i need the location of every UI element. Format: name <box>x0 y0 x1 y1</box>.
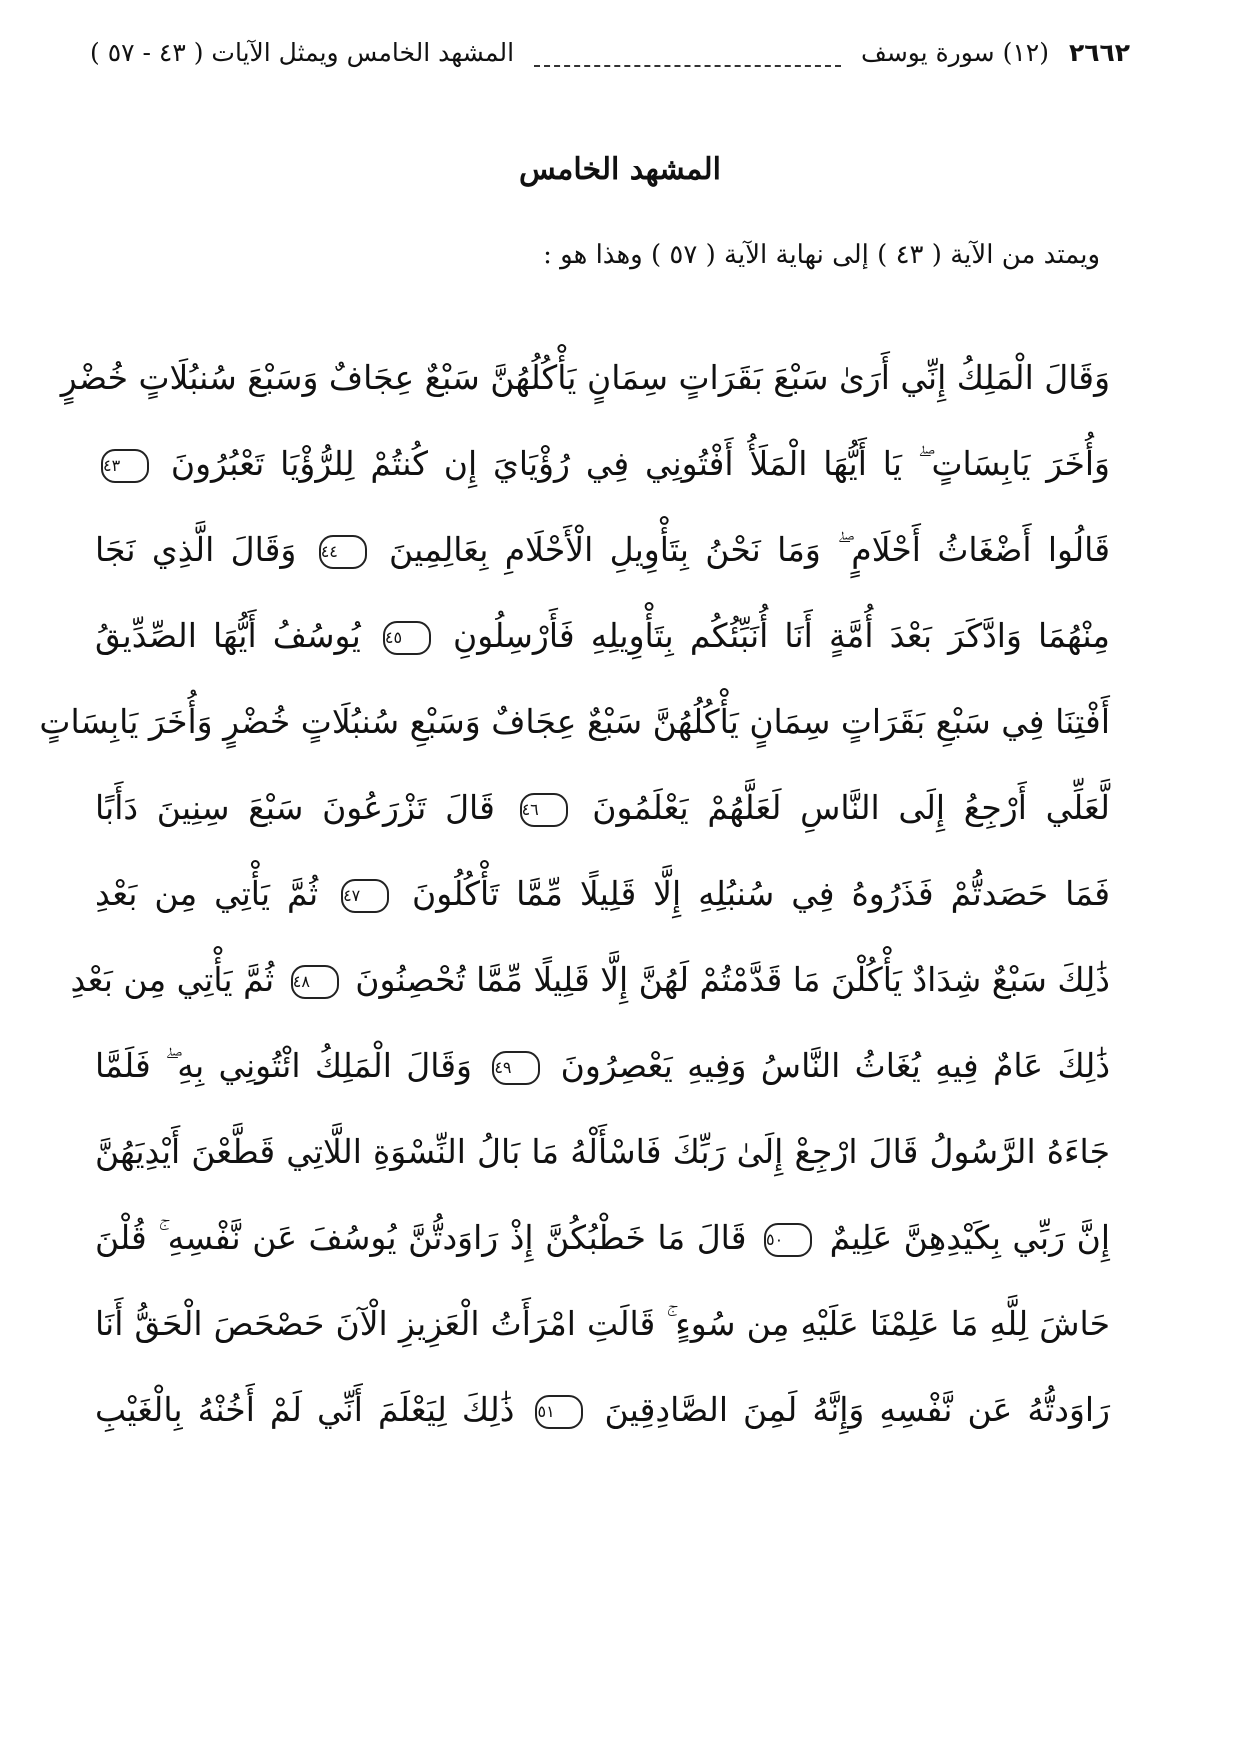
verse-line <box>95 1109 1110 1195</box>
verse-line <box>95 765 1110 851</box>
verse-line <box>95 1023 1110 1109</box>
verse-number-marker: ٤٥ <box>383 621 431 655</box>
verse-number-marker: ٤٨ <box>291 965 339 999</box>
verse-text: ثُمَّ يَأْتِي مِن بَعْدِ <box>70 960 275 999</box>
verse-line <box>95 851 1110 937</box>
verse-line <box>95 1367 1110 1453</box>
verse-text: مِنْهُمَا وَادَّكَرَ بَعْدَ أُمَّةٍ أَنَا أُنَبِّئُكُم بِتَأْوِيلِهِ فَأَرْسِلُونِ <box>453 616 1110 655</box>
verse-text: رَاوَدتُّهُ عَن نَّفْسِهِ وَإِنَّهُ لَمِنَ الصَّادِقِينَ <box>604 1390 1110 1429</box>
verse-line <box>60 335 1110 421</box>
verse-line <box>95 1195 1110 1281</box>
verse-text: ذَٰلِكَ عَامٌ فِيهِ يُغَاثُ النَّاسُ وَفِيهِ يَعْصِرُونَ <box>560 1046 1111 1085</box>
verse-text: فَمَا حَصَدتُّمْ فَذَرُوهُ فِي سُنبُلِهِ إِلَّا قَلِيلًا مِّمَّا تَأْكُلُونَ <box>412 874 1110 913</box>
verse-text: وَقَالَ الَّذِي نَجَا <box>95 530 297 569</box>
verse-text: يُوسُفُ أَيُّهَا الصِّدِّيقُ <box>95 616 361 655</box>
header-rule <box>534 65 841 67</box>
surah-title: (١٢) سورة يوسف <box>860 38 1049 67</box>
verse-text: ذَٰلِكَ سَبْعٌ شِدَادٌ يَأْكُلْنَ مَا قَدَّمْتُمْ لَهُنَّ إِلَّا قَلِيلًا مِّمَّا تُحْصِنُونَ <box>355 960 1110 999</box>
verse-line <box>95 507 1110 593</box>
verse-text: أَفْتِنَا فِي سَبْعِ بَقَرَاتٍ سِمَانٍ يَأْكُلُهُنَّ سَبْعٌ عِجَافٌ وَسَبْعِ سُنبُلَاتٍ خُضْرٍ وَأُخَرَ يَابِسَاتٍ <box>39 702 1110 741</box>
verse-number-marker: ٥٠ <box>764 1223 812 1257</box>
verse-number-marker: ٤٩ <box>492 1051 540 1085</box>
verse-number-marker: ٤٣ <box>101 449 149 483</box>
page-number: ٢٦٦٢ <box>1068 38 1130 67</box>
verse-number-marker: ٥١ <box>535 1395 583 1429</box>
verse-line <box>39 679 1110 765</box>
verse-text: قَالُوا أَضْغَاثُ أَحْلَامٍ ۖ وَمَا نَحْنُ بِتَأْوِيلِ الْأَحْلَامِ بِعَالِمِينَ <box>389 530 1110 569</box>
verse-text: وَقَالَ الْمَلِكُ إِنِّي أَرَىٰ سَبْعَ بَقَرَاتٍ سِمَانٍ يَأْكُلُهُنَّ سَبْعٌ عِجَافٌ وَسَبْعَ سُنبُلَاتٍ خُضْرٍ <box>60 358 1110 397</box>
verse-line <box>70 937 1110 1023</box>
verse-text: جَاءَهُ الرَّسُولُ قَالَ ارْجِعْ إِلَىٰ رَبِّكَ فَاسْأَلْهُ مَا بَالُ النِّسْوَةِ اللَّاتِي قَطَّعْنَ أَيْدِيَهُنَّ <box>95 1132 1110 1171</box>
verse-text: وَقَالَ الْمَلِكُ ائْتُونِي بِهِ ۖ فَلَمَّا <box>95 1046 472 1085</box>
verse-number-marker: ٤٤ <box>319 535 367 569</box>
verse-text: قَالَ مَا خَطْبُكُنَّ إِذْ رَاوَدتُّنَّ يُوسُفَ عَن نَّفْسِهِ ۚ قُلْنَ <box>95 1218 747 1257</box>
scene-description: ويمتد من الآية ( ٤٣ ) إلى نهاية الآية ( ٥٧ ) وهذا هو : <box>543 240 1100 270</box>
running-header <box>90 38 1130 100</box>
verse-text: وَأُخَرَ يَابِسَاتٍ ۖ يَا أَيُّهَا الْمَلَأُ أَفْتُونِي فِي رُؤْيَايَ إِن كُنتُمْ لِلرُّؤْيَا تَعْبُرُونَ <box>170 444 1110 483</box>
verse-number-marker: ٤٦ <box>520 793 568 827</box>
verse-text: إِنَّ رَبِّي بِكَيْدِهِنَّ عَلِيمٌ <box>829 1218 1110 1257</box>
verse-text: ذَٰلِكَ لِيَعْلَمَ أَنِّي لَمْ أَخُنْهُ بِالْغَيْبِ <box>95 1390 515 1429</box>
verse-line <box>95 421 1110 507</box>
verse-text: قَالَ تَزْرَعُونَ سَبْعَ سِنِينَ دَأَبًا <box>95 788 495 827</box>
scene-range: المشهد الخامس ويمثل الآيات ( ٤٣ - ٥٧ ) <box>90 38 515 67</box>
verse-text: حَاشَ لِلَّهِ مَا عَلِمْنَا عَلَيْهِ مِن سُوءٍ ۚ قَالَتِ امْرَأَتُ الْعَزِيزِ الْآنَ حَصْحَصَ الْحَقُّ أَنَا <box>95 1304 1110 1343</box>
scene-title: المشهد الخامس <box>519 152 721 187</box>
verse-number-marker: ٤٧ <box>341 879 389 913</box>
verse-line <box>95 593 1110 679</box>
verse-line <box>95 1281 1110 1367</box>
verse-text: ثُمَّ يَأْتِي مِن بَعْدِ <box>95 874 319 913</box>
verse-text: لَّعَلِّي أَرْجِعُ إِلَى النَّاسِ لَعَلَّهُمْ يَعْلَمُونَ <box>592 788 1110 827</box>
verse-block <box>39 335 1111 1453</box>
